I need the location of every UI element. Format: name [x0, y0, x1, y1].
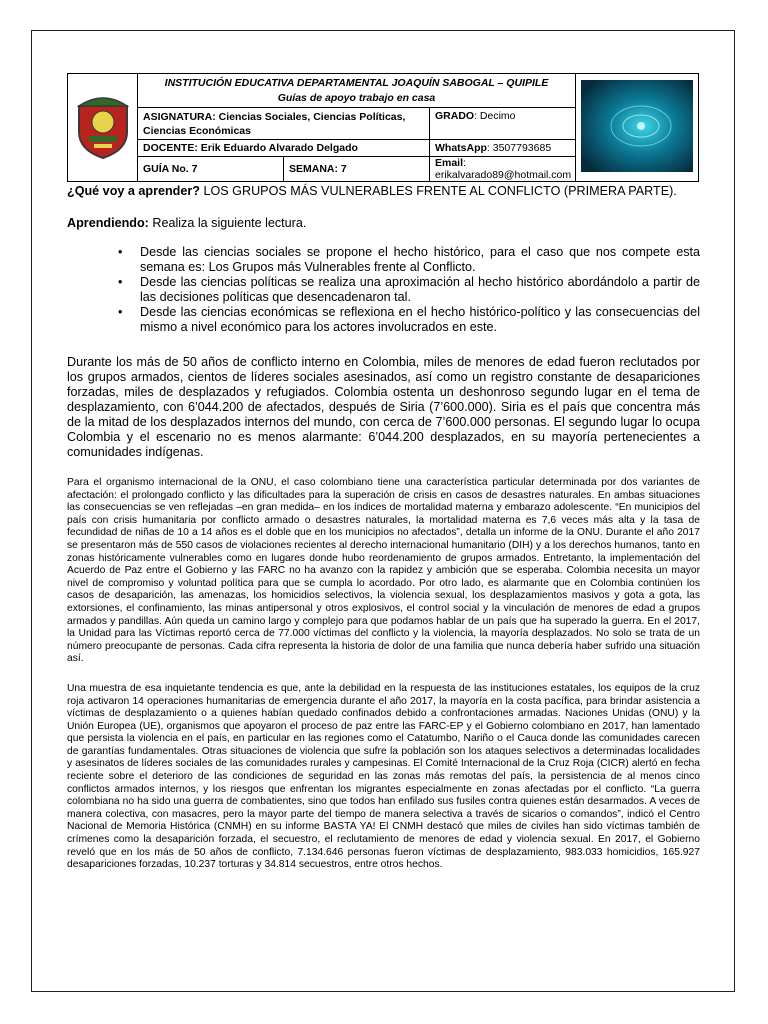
header-image-cell	[576, 74, 699, 182]
teacher-cell	[138, 140, 430, 157]
activity-label: Aprendiendo:	[67, 216, 149, 230]
institution-name: INSTITUCIÓN EDUCATIVA DEPARTAMENTAL JOAQUÍN SABOGAL – QUIPILE	[164, 76, 549, 89]
email-label: Email	[435, 157, 464, 169]
header-subtitle: Guías de apoyo trabajo en casa	[277, 91, 436, 104]
activity-text: Realiza la siguiente lectura.	[148, 216, 307, 230]
grade-value: : Decimo	[474, 110, 516, 122]
teacher-label: DOCENTE:	[143, 142, 198, 154]
main-content	[67, 184, 700, 872]
grade-label: GRADO	[435, 110, 475, 122]
paragraph-onu: Para el organismo internacional de la ONU, el caso colombiano tiene una característica particular determinada por dos variantes de afectación: el prolongado conflicto y las dificultades para la superación de crisis en casos de desastres naturales. En ambas situaciones las consecuencias se ven reflejadas –en gran medida– en los índices de mortalidad materna y embarazo adolescente. “En municipios del país con crisis humanitaria por conflicto armado o desastres naturales, la mortalidad materna es 7,6 veces más alta y la tasa de fecundidad de niñas de 10 a 14 años es el doble que en los municipios no afectados”, detalla un informe de la ONU. Durante el año 2017 se presentaron más de 550 casos de violaciones recientes al derecho internacional humanitario (DIH) y a los derechos humanos, tanto en zonas históricamente vulnerables como en lugares donde hubo reordenamiento de grupos armados. Entretanto, la implementación del Acuerdo de Paz entre el Gobierno y las FARC no ha avanzo con la rapidez y ambición que se esperaba. Colombia necesita un mayor nivel de compromiso y voluntad política para que se cumpla lo acordado. Por otro lado, es alarmante que en Colombia continúen los casos de desaparición, las amenazas, los homicidios selectivos, la violencia sexual, los desplazamientos masivos y gota a gota, las extorsiones, el confinamiento, las minas antipersonal y otros explosivos, el control social y la vinculación de menores de edad a grupos armados y pandillas. Aún queda un camino largo y complejo para que podamos hablar de un país que ha superado la guerra. En el 2017, la Unidad para las Víctimas reportó cerca de 77.000 víctimas del conflicto y la violencia, la mayoría desplazados. No solo se trata de un número preocupante de personas. Cada cifra representa la historia de dolor de una familia que nunca debería haber sufrido una situación así.	[67, 477, 700, 665]
list-item: • Desde las ciencias sociales se propone el hecho histórico, para el caso que nos compete esta semana es: Los Grupos más Vulnerables frente al Conflicto.	[140, 245, 700, 275]
whatsapp-label: WhatsApp	[435, 142, 487, 154]
activity-instruction	[67, 216, 700, 231]
week-number: SEMANA: 7	[284, 157, 430, 182]
school-crest-icon	[76, 92, 130, 160]
institution-cell	[138, 74, 576, 108]
whatsapp-cell	[430, 140, 576, 157]
learning-goal	[67, 184, 700, 199]
grade-cell	[430, 108, 576, 140]
email-value: : erikalvarado89@hotmail.com	[435, 157, 572, 181]
subject-label: ASIGNATURA:	[143, 110, 216, 123]
email-cell	[430, 157, 576, 182]
header-table	[67, 73, 699, 182]
subject-cell	[138, 108, 430, 140]
learning-goal-label: ¿Qué voy a aprender?	[67, 184, 200, 198]
subject-value: Ciencias Sociales, Ciencias Políticas, Ciencias Económicas	[143, 110, 406, 137]
list-item: • Desde las ciencias económicas se reflexiona en el hecho histórico-político y las consecuencias del mismo a nivel económico para los actores involucrados en este.	[140, 305, 700, 335]
digital-wave-image	[581, 80, 693, 172]
perspective-list	[67, 245, 700, 335]
whatsapp-value: : 3507793685	[486, 142, 552, 154]
paragraph-displacement: Durante los más de 50 años de conflicto interno en Colombia, miles de menores de edad fueron reclutados por los grupos armados, cientos de líderes sociales asesinados, así como un registro constante de desapariciones forzadas, miles de desplazados y refugiados. Colombia ostenta un deshonroso segundo lugar en el tema de desplazamiento, con 6’044.200 de afectados, después de Siria (7’600.000). Siria es el país que concentra más de la mitad de los desplazados internos del mundo, con cerca de 7’600.000 personas. El segundo lugar lo ocupa Colombia y el escenario no es menos alarmante: 6’044.200 desplazados, en su mayoría pertenecientes a comunidades indígenas.	[67, 355, 700, 459]
guide-number: GUÍA No. 7	[138, 157, 284, 182]
teacher-value: Erik Eduardo Alvarado Delgado	[200, 142, 358, 154]
paragraph-red-cross: Una muestra de esa inquietante tendencia es que, ante la debilidad en la respuesta de las instituciones estatales, los equipos de la cruz roja activaron 14 operaciones humanitarias de emergencia durante el año 2017, la mayoría en la costa pacífica, para brindar asistencia a víctimas de desplazamiento o a quienes habían quedado confinados debido a confrontaciones armadas. Naciones Unidas (ONU) y la Unión Europea (UE), organismos que apoyaron el proceso de paz entre las FARC-EP y el Gobierno colombiano en 2017, han lamentado que persista la violencia en el país, en particular en las regiones como el Catatumbo, Nariño o el Cauca donde las comunidades carecen de garantías fundamentales. Otras situaciones de violencia que sufre la población son los ataques selectivos a determinadas localidades y asesinatos de líderes sociales de las comunidades rurales y campesinas. El Comité Internacional de la Cruz Roja (CICR) alertó en fecha reciente sobre el deterioro de las condiciones de seguridad en las zonas más remotas del país, la persistencia de al menos cinco conflictos armados internos, y los riesgos que enfrentan los migrantes especialmente en zonas afectadas por el conflicto. “La guerra colombiana no ha sido una guerra de combatientes, sino que todos han enfilado sus fusiles contra quienes están desarmados. A veces de manera colectiva, con masacres, pero la mayor parte del tiempo de manera selectiva a través de sicarios o comandos”, indicó el Centro Nacional de Memoria Histórica (CNMH) en su informe BASTA YA! El CNMH destacó que miles de civiles han sido víctimas también de crímenes como la desaparición forzada, el secuestro, el reclutamiento de menores de edad y violencia sexual. En 2017, el Gobierno reveló que en los más de 50 años de conflicto, 7.134.646 personas fueron víctimas de desplazamiento, 983.033 homicidios, 165.927 desapariciones forzadas, 10.237 torturas y 34.814 secuestros, entre otros hechos.	[67, 682, 700, 871]
learning-goal-text: LOS GRUPOS MÁS VULNERABLES FRENTE AL CONFLICTO (PRIMERA PARTE).	[199, 184, 677, 198]
school-crest-cell	[68, 74, 138, 182]
list-item: • Desde las ciencias políticas se realiza una aproximación al hecho histórico abordándolo a partir de las decisiones políticas que desencadenaron tal.	[140, 275, 700, 305]
